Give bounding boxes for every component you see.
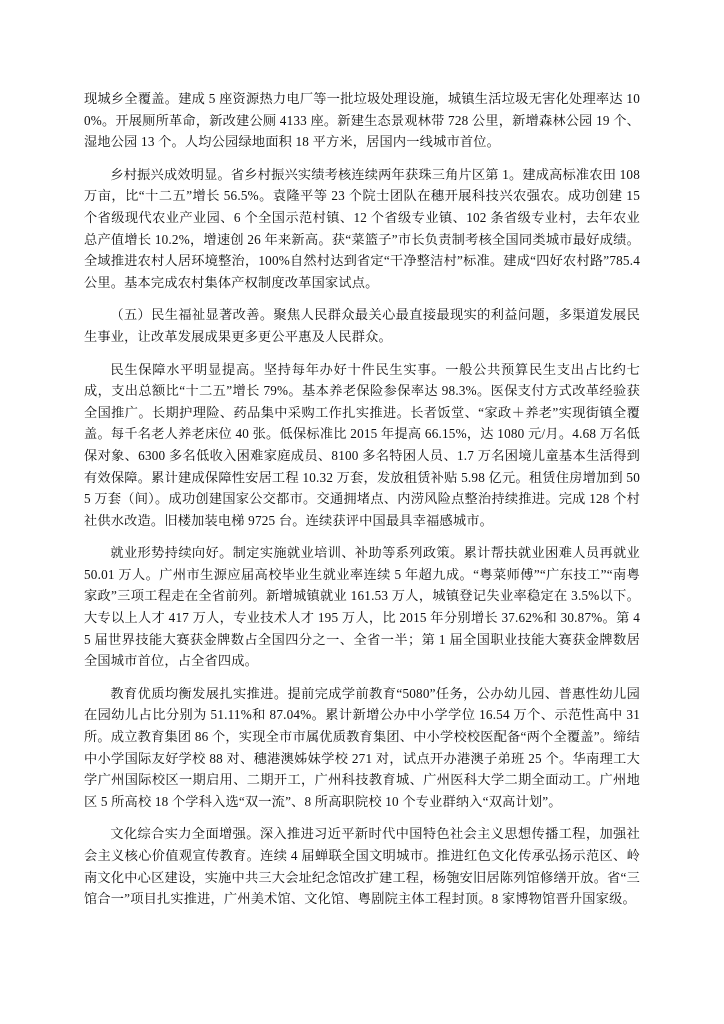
document-content xyxy=(84,88,640,910)
paragraph-livelihood-security: 民生保障水平明显提高。坚持每年办好十件民生实事。一般公共预算民生支出占比约七成，支出总额比“十二五”增长 79%。基本养老保险参保率达 98.3%。医保支付方式改革经验获全国推广。长期护理险、药品集中采购工作扎实推进。长者饭堂、“家政＋养老”实现街镇全覆盖。每千名老人养老床位 40 张。低保标准比 2015 年提高 66.15%，达 1080 元/月。4.68 万名低保对象、6300 多名低收入困难家庭成员、8100 多名特困人员、1.7 万名困境儿童基本生活得到有效保障。累计建成保障性安居工程 10.32 万套，发放租赁补贴 5.98 亿元。租赁住房增加到 505 万套（间）。成功创建国家公交都市。交通拥堵点、内涝风险点整治持续推进。完成 128 个村社供水改造。旧楼加装电梯 9725 台。连续获评中国最具幸福感城市。 xyxy=(84,361,640,528)
paragraph-rural-revitalization: 乡村振兴成效明显。省乡村振兴实绩考核连续两年获珠三角片区第 1。建成高标准农田 108 万亩，比“十二五”增长 56.5%。袁隆平等 23 个院士团队在穗开展科技兴农强农。成功创建 15 个省级现代农业产业园、6 个全国示范村镇、12 个省级专业镇、102 条省级专业村，去年农业总产值增长 10.2%，增速创 26 年来新高。获“菜篮子”市长负责制考核全国同类城市最好成绩。全域推进农村人居环境整治，100%自然村达到省定“干净整洁村”标准。建成“四好农村路”785.4 公里。基本完成农村集体产权制度改革国家试点。 xyxy=(84,166,640,290)
paragraph-culture: 文化综合实力全面增强。深入推进习近平新时代中国特色社会主义思想传播工程，加强社会主义核心价值观宣传教育。连续 4 届蝉联全国文明城市。推进红色文化传承弘扬示范区、岭南文化中心区建设，实施中共三大会址纪念馆改扩建工程，杨匏安旧居陈列馆修缮开放。省“三馆合一”项目扎实推进，广州美术馆、文化馆、粤剧院主体工程封顶。8 家博物馆晋升国家级。 xyxy=(84,826,640,907)
paragraph-urban-rural-coverage: 现城乡全覆盖。建成 5 座资源热力电厂等一批垃圾处理设施，城镇生活垃圾无害化处理率达 100%。开展厕所革命，新改建公厕 4133 座。新建生态景观林带 728 公里，新增森林公园 19 个、湿地公园 13 个。人均公园绿地面积 18 平方米，居国内一线城市首位。 xyxy=(84,91,640,150)
paragraph-section-heading-livelihood: （五）民生福祉显著改善。聚焦人民群众最关心最直接最现实的利益问题，多渠道发展民生事业，让改革发展成果更多更公平惠及人民群众。 xyxy=(84,307,640,344)
paragraph-education: 教育优质均衡发展扎实推进。提前完成学前教育“5080”任务，公办幼儿园、普惠性幼儿园在园幼儿占比分别为 51.11%和 87.04%。累计新增公办中小学学位 16.54 万个、示范性高中 31 所。成立教育集团 86 个，实现全市市属优质教育集团、中小学校校医配备“两个全覆盖”。缔结中小学国际友好学校 88 对、穗港澳姊妹学校 271 对，试点开办港澳子弟班 25 个。华南理工大学广州国际校区一期启用、二期开工，广州科技教育城、广州医科大学二期全面动工。广州地区 5 所高校 18 个学科入选“双一流”、8 所高职院校 10 个专业群纳入“双高计划”。 xyxy=(84,685,640,809)
paragraph-employment: 就业形势持续向好。制定实施就业培训、补助等系列政策。累计帮扶就业困难人员再就业 50.01 万人。广州市生源应届高校毕业生就业率连续 5 年超九成。“粤菜师傅”“广东技工”“南粤家政”三项工程走在全省前列。新增城镇就业 161.53 万人，城镇登记失业率稳定在 3.5%以下。大专以上人才 417 万人，专业技术人才 195 万人，比 2015 年分别增长 37.62%和 30.87%。第 45 届世界技能大赛获金牌数占全国四分之一、全省一半；第 1 届全国职业技能大赛获金牌数居全国城市首位，占全省四成。 xyxy=(84,545,640,669)
